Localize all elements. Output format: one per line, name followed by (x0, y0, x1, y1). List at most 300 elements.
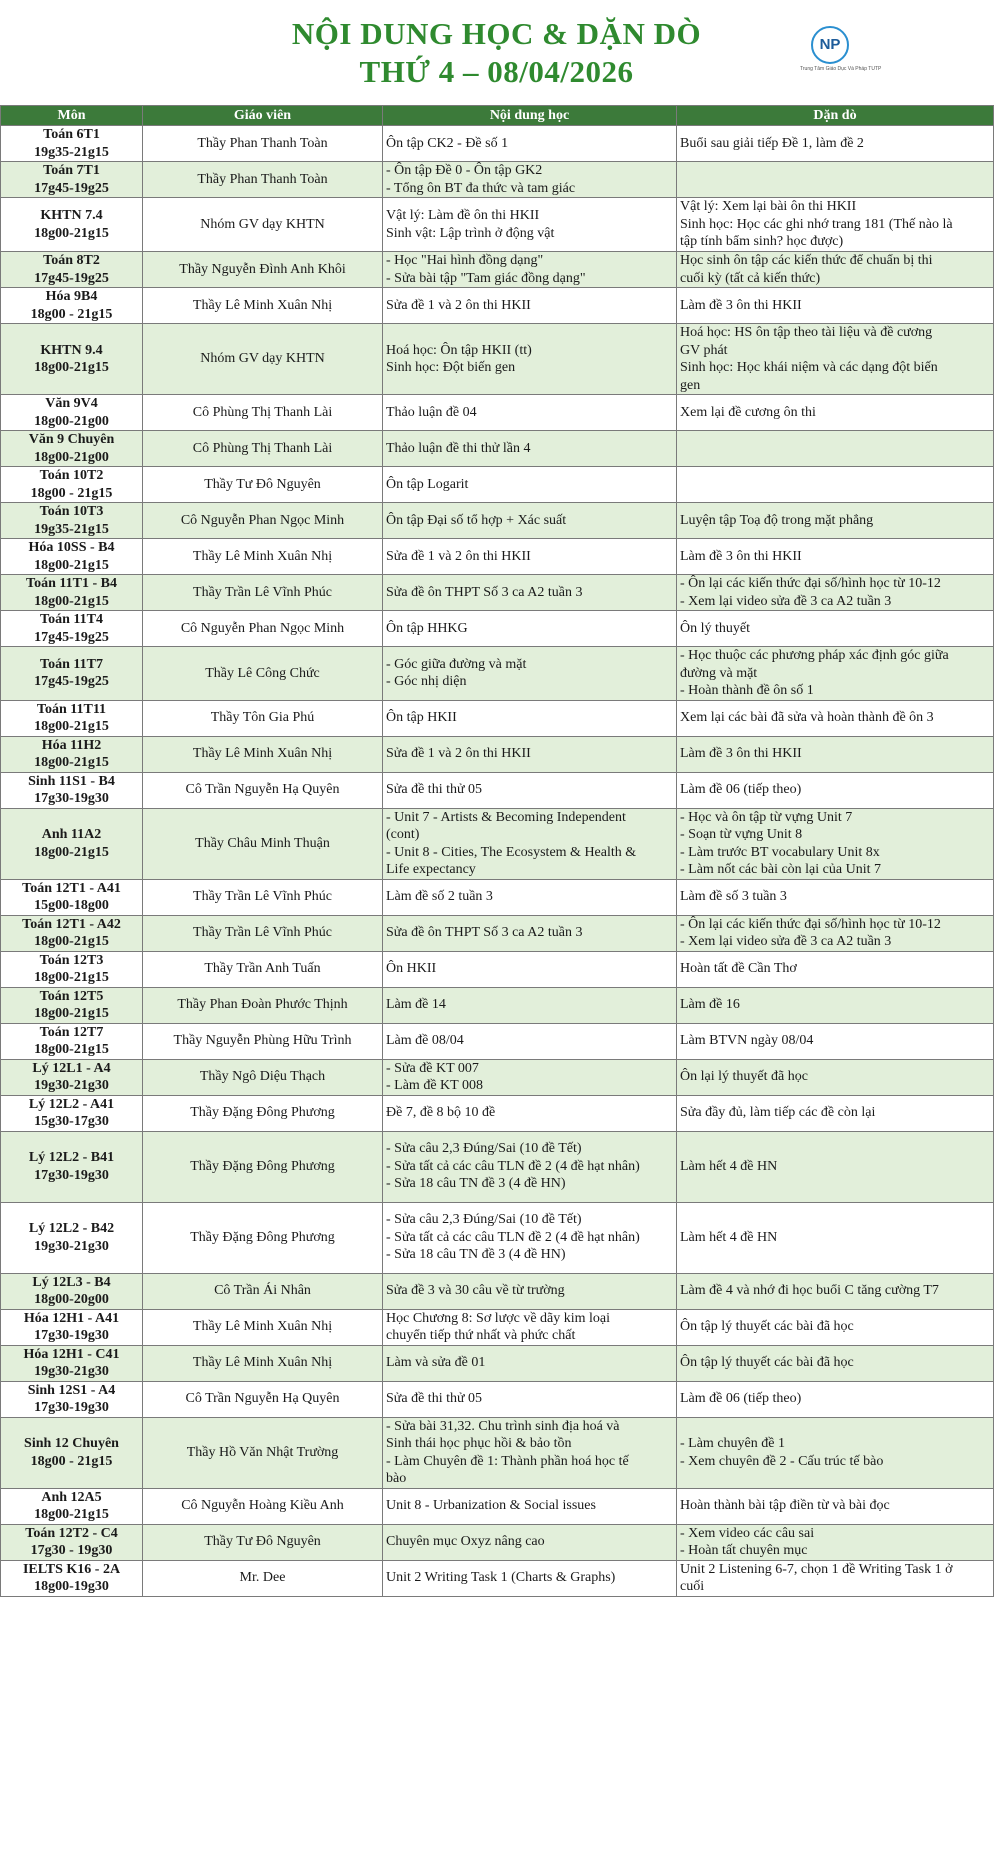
teacher-cell: Thầy Phan Thanh Toàn (143, 126, 383, 162)
content-cell (383, 772, 677, 808)
homework-cell-line: Học sinh ôn tập các kiến thức để chuẩn bị thi (680, 253, 933, 268)
subject-cell-line: 18g00-21g00 (34, 413, 109, 429)
subject-cell-line: Lý 12L1 - A4 (32, 1060, 111, 1076)
subject-cell-line: 18g00 - 21g15 (30, 485, 113, 501)
content-cell (383, 1131, 677, 1202)
teacher-cell: Thầy Tôn Gia Phú (143, 700, 383, 736)
content-cell (383, 431, 677, 467)
table-row (1, 288, 994, 324)
content-cell (383, 503, 677, 539)
teacher-cell: Thầy Tư Đô Nguyên (143, 1524, 383, 1560)
table-row (1, 252, 994, 288)
homework-cell-line: Hoàn thành bài tập điền từ và bài đọc (680, 1498, 890, 1514)
teacher-cell: Thầy Trần Lê Vĩnh Phúc (143, 575, 383, 611)
table-row (1, 1131, 994, 1202)
content-cell-line: - Làm đề KT 008 (386, 1078, 483, 1093)
teacher-cell: Thầy Lê Minh Xuân Nhị (143, 1309, 383, 1345)
subject-cell-line: Lý 12L2 - B42 (28, 1221, 115, 1236)
homework-cell (677, 987, 994, 1023)
content-cell-line: Ôn tập HKII (386, 710, 457, 726)
table-row (1, 1202, 994, 1273)
table-row (1, 198, 994, 252)
subject-cell-line: Toán 11T4 (40, 612, 103, 627)
content-cell-line: Thảo luận đề 04 (386, 404, 477, 420)
homework-cell-line: - Ôn lại các kiến thức đại số/hình học từ 10-12 (680, 916, 941, 932)
teacher-cell: Cô Trần Nguyễn Hạ Quyên (143, 1381, 383, 1417)
subject-cell-line: Toán 12T2 - C4 (25, 1525, 118, 1541)
table-row (1, 987, 994, 1023)
subject-cell-line: Sinh 11S1 - B4 (28, 773, 115, 789)
content-cell-line: bào (386, 1471, 407, 1486)
homework-cell (677, 198, 994, 252)
subject-cell (1, 1560, 143, 1596)
subject-cell-line: 19g30-21g30 (34, 1238, 109, 1254)
content-cell-line: Thảo luận đề thi thử lần 4 (386, 440, 531, 456)
subject-cell-line: 17g30-19g30 (34, 1400, 109, 1415)
homework-cell-line: - Xem lại video sửa đề 3 ca A2 tuần 3 (680, 934, 892, 949)
content-cell (383, 1202, 677, 1273)
homework-cell-line: gen (680, 377, 701, 393)
subject-cell-line: 18g00-19g30 (34, 1579, 109, 1594)
content-cell (383, 1309, 677, 1345)
col-header-homework: Dặn dò (677, 106, 994, 126)
teacher-cell: Cô Trần Ái Nhân (143, 1273, 383, 1309)
content-cell-line: Làm đề 14 (386, 997, 446, 1013)
subject-cell-line: Văn 9V4 (45, 396, 98, 411)
teacher-cell: Thầy Nguyễn Phùng Hữu Trình (143, 1023, 383, 1059)
content-cell (383, 575, 677, 611)
content-cell-line: Ôn tập Đại số tổ hợp + Xác suất (386, 512, 567, 528)
homework-cell-line: - Làm trước BT vocabulary Unit 8x (680, 844, 880, 860)
teacher-cell: Nhóm GV dạy KHTN (143, 198, 383, 252)
logo-mark: NP (811, 26, 849, 64)
subject-cell (1, 324, 143, 395)
subject-cell-line: Toán 11T7 (40, 656, 103, 672)
content-cell (383, 126, 677, 162)
table-row (1, 324, 994, 395)
content-cell-line: - Làm Chuyên đề 1: Thành phần hoá học tế (386, 1453, 629, 1469)
content-cell-line: - Sửa câu 2,3 Đúng/Sai (10 đề Tết) (386, 1212, 582, 1228)
subject-cell (1, 772, 143, 808)
subject-cell-line: Toán 7T1 (43, 163, 100, 178)
subject-cell-line: 17g30-19g30 (34, 791, 109, 806)
table-row (1, 1309, 994, 1345)
teacher-cell: Thầy Đặng Đông Phương (143, 1202, 383, 1273)
table-row (1, 647, 994, 701)
subject-cell-line: 18g00-21g15 (34, 1006, 109, 1021)
homework-cell-line: Làm đề 16 (680, 997, 740, 1013)
content-cell (383, 1059, 677, 1095)
subject-cell (1, 879, 143, 915)
content-cell (383, 951, 677, 987)
subject-cell-line: Toán 12T7 (39, 1024, 104, 1040)
homework-cell (677, 1524, 994, 1560)
content-cell (383, 700, 677, 736)
subject-cell-line: Toán 12T1 - A42 (22, 916, 121, 932)
content-cell-line: - Unit 8 - Cities, The Ecosystem & Health & (386, 844, 637, 860)
table-row (1, 1417, 994, 1488)
content-cell-line: Vật lý: Làm đề ôn thi HKII (386, 208, 540, 223)
table-row (1, 1345, 994, 1381)
homework-cell-line: tập tính bẩm sinh? học được) (680, 234, 844, 250)
homework-cell-line: - Làm nốt các bài còn lại của Unit 7 (680, 862, 881, 877)
table-row (1, 1023, 994, 1059)
table-row (1, 1560, 994, 1596)
homework-cell-line: cuối (680, 1579, 705, 1594)
homework-cell (677, 575, 994, 611)
page-header (0, 0, 993, 104)
subject-cell-line: Lý 12L2 - A41 (28, 1096, 115, 1112)
homework-cell (677, 288, 994, 324)
content-cell-line: - Sửa câu 2,3 Đúng/Sai (10 đề Tết) (386, 1141, 582, 1157)
col-header-subject: Môn (1, 106, 143, 126)
homework-cell (677, 1273, 994, 1309)
homework-cell-line: Luyện tập Toạ độ trong mặt phẳng (680, 512, 874, 528)
homework-cell (677, 1345, 994, 1381)
subject-cell-line: 18g00-21g15 (34, 360, 109, 375)
subject-cell-line: Toán 12T1 - A41 (22, 880, 121, 896)
subject-cell-line: 18g00-20g00 (34, 1292, 109, 1307)
homework-cell (677, 611, 994, 647)
content-cell-line: (cont) (386, 827, 420, 842)
subject-cell-line: KHTN 9.4 (40, 342, 103, 358)
homework-cell-line: Làm đề 06 (tiếp theo) (680, 1391, 802, 1407)
table-row (1, 503, 994, 539)
content-cell-line: Sửa đề thi thử 05 (386, 1391, 483, 1407)
content-cell-line: Ôn tập CK2 - Đề số 1 (386, 135, 509, 151)
content-cell-line: - Sửa bài tập "Tam giác đồng dạng" (386, 270, 586, 286)
subject-cell (1, 198, 143, 252)
content-cell (383, 395, 677, 431)
content-cell-line: Unit 8 - Urbanization & Social issues (386, 1498, 596, 1514)
col-header-teacher: Giáo viên (143, 106, 383, 126)
homework-cell-line: Sửa đầy đủ, làm tiếp các đề còn lại (680, 1105, 876, 1121)
subject-cell-line: Hóa 12H1 - C41 (23, 1346, 120, 1362)
content-cell-line: Life expectancy (386, 862, 476, 877)
homework-cell (677, 126, 994, 162)
subject-cell-line: 17g30 - 19g30 (30, 1543, 113, 1558)
homework-cell (677, 1309, 994, 1345)
content-cell-line: Ôn tập Logarit (386, 476, 469, 492)
content-cell-line: - Học "Hai hình đồng dạng" (386, 253, 544, 268)
homework-cell-line: Làm hết 4 đề HN (680, 1158, 778, 1174)
subject-cell (1, 1273, 143, 1309)
homework-cell-line: GV phát (680, 342, 728, 358)
content-cell-line: - Unit 7 - Artists & Becoming Independent (386, 809, 626, 825)
content-cell-line: - Sửa 18 câu TN đề 3 (4 đề HN) (386, 1247, 566, 1263)
content-cell-line: - Sửa tất cả các câu TLN đề 2 (4 đề hạt nhân) (386, 1158, 640, 1174)
table-row (1, 431, 994, 467)
content-cell-line: Sinh học: Đột biến gen (386, 360, 516, 375)
content-cell (383, 252, 677, 288)
table-row (1, 1488, 994, 1524)
center-logo (800, 26, 882, 80)
homework-cell (677, 503, 994, 539)
homework-cell-line: Làm đề 4 và nhớ đi học buổi C tăng cường T7 (680, 1283, 939, 1299)
subject-cell (1, 1202, 143, 1273)
homework-cell-line: Sinh học: Học khái niệm và các dạng đột biến (680, 360, 938, 375)
subject-cell (1, 700, 143, 736)
subject-cell-line: 17g45-19g25 (34, 270, 109, 286)
homework-cell-line: - Làm chuyên đề 1 (680, 1436, 785, 1451)
homework-cell (677, 162, 994, 198)
content-cell-line: chuyển tiếp thứ nhất và phức chất (386, 1328, 576, 1343)
logo-tagline: Trung Tâm Giáo Dục Và Pháp TUTP (800, 66, 882, 72)
subject-cell (1, 611, 143, 647)
subject-cell-line: Sinh 12S1 - A4 (27, 1382, 116, 1398)
subject-cell-line: Sinh 12 Chuyên (24, 1436, 119, 1451)
subject-cell-line: 19g30-21g30 (34, 1364, 109, 1379)
homework-cell-line: Vật lý: Xem lại bài ôn thi HKII (680, 199, 857, 215)
homework-cell (677, 395, 994, 431)
homework-cell-line: Làm đề 3 ôn thi HKII (680, 297, 802, 313)
subject-cell-line: 18g00-21g15 (34, 719, 109, 734)
content-cell-line: Sửa đề ôn THPT Số 3 ca A2 tuần 3 (386, 925, 583, 941)
homework-cell (677, 808, 994, 879)
homework-cell (677, 1023, 994, 1059)
subject-cell-line: KHTN 7.4 (40, 208, 103, 223)
subject-cell (1, 162, 143, 198)
teacher-cell: Cô Phùng Thị Thanh Lài (143, 395, 383, 431)
subject-cell (1, 126, 143, 162)
subject-cell-line: 19g30-21g30 (34, 1078, 109, 1093)
homework-cell (677, 772, 994, 808)
content-cell-line: - Sửa tất cả các câu TLN đề 2 (4 đề hạt nhân) (386, 1229, 640, 1245)
content-cell (383, 1524, 677, 1560)
homework-cell (677, 700, 994, 736)
homework-cell-line: - Xem chuyên đề 2 - Cấu trúc tế bào (680, 1453, 884, 1469)
subject-cell (1, 288, 143, 324)
homework-cell (677, 1131, 994, 1202)
content-cell-line: Học Chương 8: Sơ lược về dãy kim loại (386, 1310, 611, 1326)
content-cell (383, 1345, 677, 1381)
teacher-cell: Cô Nguyễn Phan Ngọc Minh (143, 503, 383, 539)
homework-cell (677, 647, 994, 701)
homework-cell (677, 879, 994, 915)
content-cell (383, 808, 677, 879)
subject-cell (1, 808, 143, 879)
subject-cell-line: Hóa 12H1 - A41 (23, 1310, 120, 1326)
homework-cell (677, 736, 994, 772)
homework-cell-line: Làm đề 3 ôn thi HKII (680, 548, 802, 564)
subject-cell (1, 1488, 143, 1524)
teacher-cell: Thầy Phan Thanh Toàn (143, 162, 383, 198)
content-cell-line: Sửa đề ôn THPT Số 3 ca A2 tuần 3 (386, 584, 583, 600)
content-cell-line: Ôn tập HHKG (386, 620, 468, 636)
subject-cell (1, 1023, 143, 1059)
teacher-cell: Thầy Đặng Đông Phương (143, 1131, 383, 1202)
subject-cell-line: Toán 8T2 (43, 253, 100, 268)
subject-cell-line: 18g00 - 21g15 (30, 1453, 113, 1469)
content-cell-line: Đề 7, đề 8 bộ 10 đề (386, 1105, 496, 1121)
content-cell-line: Hoá học: Ôn tập HKII (tt) (386, 342, 532, 358)
table-row (1, 539, 994, 575)
subject-cell (1, 987, 143, 1023)
subject-cell (1, 431, 143, 467)
subject-cell (1, 575, 143, 611)
homework-cell-line: - Học và ôn tập từ vựng Unit 7 (680, 809, 853, 825)
content-cell-line: - Góc giữa đường và mặt (386, 656, 527, 672)
content-cell (383, 1417, 677, 1488)
homework-cell-line: Ôn lý thuyết (680, 620, 750, 636)
subject-cell-line: Toán 12T5 (39, 988, 104, 1004)
homework-cell-line: Làm BTVN ngày 08/04 (680, 1033, 814, 1049)
subject-cell-line: Lý 12L3 - B4 (32, 1274, 111, 1290)
table-row (1, 611, 994, 647)
content-cell-line: Unit 2 Writing Task 1 (Charts & Graphs) (386, 1570, 616, 1586)
subject-cell-line: 19g35-21g15 (34, 144, 109, 160)
subject-cell (1, 1059, 143, 1095)
subject-cell-line: Anh 11A2 (41, 827, 102, 842)
homework-cell-line: Hoàn tất đề Cần Thơ (680, 961, 797, 977)
content-cell (383, 324, 677, 395)
homework-cell-line: đường và mặt (680, 665, 758, 681)
content-cell-line: Chuyên mục Oxyz nâng cao (386, 1534, 545, 1550)
subject-cell-line: Lý 12L2 - B41 (28, 1150, 115, 1165)
content-cell-line: Làm và sửa đề 01 (386, 1355, 486, 1371)
content-cell-line: - Tổng ôn BT đa thức và tam giác (386, 180, 576, 196)
teacher-cell: Thầy Nguyễn Đình Anh Khôi (143, 252, 383, 288)
subject-cell-line: 17g45-19g25 (34, 629, 109, 645)
content-cell-line: Sửa đề 3 và 30 câu về từ trường (386, 1283, 565, 1299)
subject-cell (1, 1345, 143, 1381)
homework-cell-line: Ôn tập lý thuyết các bài đã học (680, 1355, 854, 1371)
content-cell-line: Sửa đề 1 và 2 ôn thi HKII (386, 548, 531, 564)
homework-cell-line: Xem lại các bài đã sửa và hoàn thành đề ôn 3 (680, 710, 934, 726)
subject-cell-line: 18g00-21g15 (34, 557, 109, 573)
subject-cell-line: 15g00-18g00 (34, 898, 109, 913)
content-cell (383, 647, 677, 701)
content-cell-line: Làm đề số 2 tuần 3 (386, 889, 493, 905)
subject-cell-line: 18g00-21g15 (34, 844, 109, 860)
subject-cell-line: 18g00-21g00 (34, 449, 109, 465)
content-cell-line: - Góc nhị diện (386, 674, 467, 690)
teacher-cell: Nhóm GV dạy KHTN (143, 324, 383, 395)
content-cell (383, 539, 677, 575)
subject-cell (1, 1417, 143, 1488)
table-row (1, 879, 994, 915)
table-header-row (1, 106, 994, 126)
teacher-cell: Thầy Lê Minh Xuân Nhị (143, 288, 383, 324)
table-row (1, 1095, 994, 1131)
teacher-cell: Cô Phùng Thị Thanh Lài (143, 431, 383, 467)
content-cell-line: - Ôn tập Đề 0 - Ôn tập GK2 (386, 163, 543, 178)
teacher-cell: Thầy Lê Minh Xuân Nhị (143, 539, 383, 575)
teacher-cell: Thầy Tư Đô Nguyên (143, 467, 383, 503)
homework-cell (677, 431, 994, 467)
subject-cell-line: 18g00-21g15 (34, 970, 109, 985)
content-cell-line: Sửa đề 1 và 2 ôn thi HKII (386, 746, 531, 762)
homework-cell-line: Làm hết 4 đề HN (680, 1229, 778, 1245)
table-row (1, 951, 994, 987)
content-cell (383, 611, 677, 647)
homework-cell-line: Unit 2 Listening 6-7, chọn 1 đề Writing Task 1 ở (680, 1561, 953, 1577)
teacher-cell: Thầy Lê Công Chức (143, 647, 383, 701)
homework-cell-line: Hoá học: HS ôn tập theo tài liệu và đề cương (680, 325, 933, 340)
table-row (1, 126, 994, 162)
content-cell (383, 1095, 677, 1131)
teacher-cell: Thầy Phan Đoàn Phước Thịnh (143, 987, 383, 1023)
subject-cell (1, 951, 143, 987)
teacher-cell: Thầy Châu Minh Thuận (143, 808, 383, 879)
teacher-cell: Cô Nguyễn Phan Ngọc Minh (143, 611, 383, 647)
content-cell-line: Ôn HKII (386, 961, 437, 977)
subject-cell-line: 17g45-19g25 (34, 180, 109, 196)
subject-cell-line: Hóa 10SS - B4 (28, 540, 115, 555)
content-cell (383, 915, 677, 951)
subject-cell-line: IELTS K16 - 2A (22, 1561, 121, 1577)
content-cell (383, 879, 677, 915)
table-row (1, 395, 994, 431)
content-cell (383, 1488, 677, 1524)
page-date: THỨ 4 – 08/04/2026 (359, 54, 634, 89)
subject-cell (1, 1095, 143, 1131)
homework-cell (677, 324, 994, 395)
table-row (1, 467, 994, 503)
table-row (1, 700, 994, 736)
subject-cell-line: 17g45-19g25 (34, 674, 109, 690)
table-row (1, 162, 994, 198)
subject-cell-line: Văn 9 Chuyên (28, 432, 115, 447)
subject-cell-line: 18g00-21g15 (34, 934, 109, 949)
subject-cell-line: Hóa 9B4 (45, 289, 98, 304)
subject-cell-line: 18g00-21g15 (34, 593, 109, 609)
content-cell (383, 987, 677, 1023)
homework-cell-line: - Xem video các câu sai (680, 1525, 815, 1541)
teacher-cell: Thầy Lê Minh Xuân Nhị (143, 1345, 383, 1381)
subject-cell (1, 915, 143, 951)
table-row (1, 1059, 994, 1095)
subject-cell (1, 252, 143, 288)
content-cell-line: Làm đề 08/04 (386, 1033, 464, 1049)
teacher-cell: Cô Trần Nguyễn Hạ Quyên (143, 772, 383, 808)
table-row (1, 1381, 994, 1417)
content-cell (383, 1381, 677, 1417)
homework-cell (677, 252, 994, 288)
content-cell-line: - Sửa đề KT 007 (386, 1060, 479, 1076)
homework-cell (677, 915, 994, 951)
teacher-cell: Thầy Hồ Văn Nhật Trường (143, 1417, 383, 1488)
teacher-cell: Thầy Trần Lê Vĩnh Phúc (143, 879, 383, 915)
content-cell-line: Sửa đề thi thử 05 (386, 782, 483, 798)
content-cell (383, 1273, 677, 1309)
homework-cell-line: Làm đề số 3 tuần 3 (680, 889, 787, 905)
teacher-cell: Mr. Dee (143, 1560, 383, 1596)
content-cell-line: Sửa đề 1 và 2 ôn thi HKII (386, 297, 531, 313)
subject-cell (1, 503, 143, 539)
homework-cell (677, 1381, 994, 1417)
homework-cell-line: - Xem lại video sửa đề 3 ca A2 tuần 3 (680, 593, 892, 609)
subject-cell (1, 1524, 143, 1560)
table-row (1, 1524, 994, 1560)
homework-cell-line: Sinh học: Học các ghi nhớ trang 181 (Thế nào là (680, 216, 953, 232)
homework-cell-line: Ôn tập lý thuyết các bài đã học (680, 1319, 854, 1335)
homework-cell (677, 951, 994, 987)
homework-cell (677, 1095, 994, 1131)
subject-cell-line: Toán 11T11 (36, 701, 107, 717)
content-cell-line: - Sửa 18 câu TN đề 3 (4 đề HN) (386, 1176, 566, 1192)
content-cell-line: Sinh thái học phục hồi & bảo tồn (386, 1436, 572, 1451)
teacher-cell: Thầy Đặng Đông Phương (143, 1095, 383, 1131)
content-cell-line: Sinh vật: Lập trình ở động vật (386, 225, 555, 241)
subject-cell-line: Toán 10T3 (39, 504, 104, 519)
content-cell (383, 1560, 677, 1596)
content-cell (383, 198, 677, 252)
subject-cell (1, 647, 143, 701)
teacher-cell: Thầy Trần Lê Vĩnh Phúc (143, 915, 383, 951)
subject-cell-line: Toán 11T1 - B4 (26, 576, 117, 591)
homework-cell-line: Xem lại đề cương ôn thi (680, 404, 816, 420)
